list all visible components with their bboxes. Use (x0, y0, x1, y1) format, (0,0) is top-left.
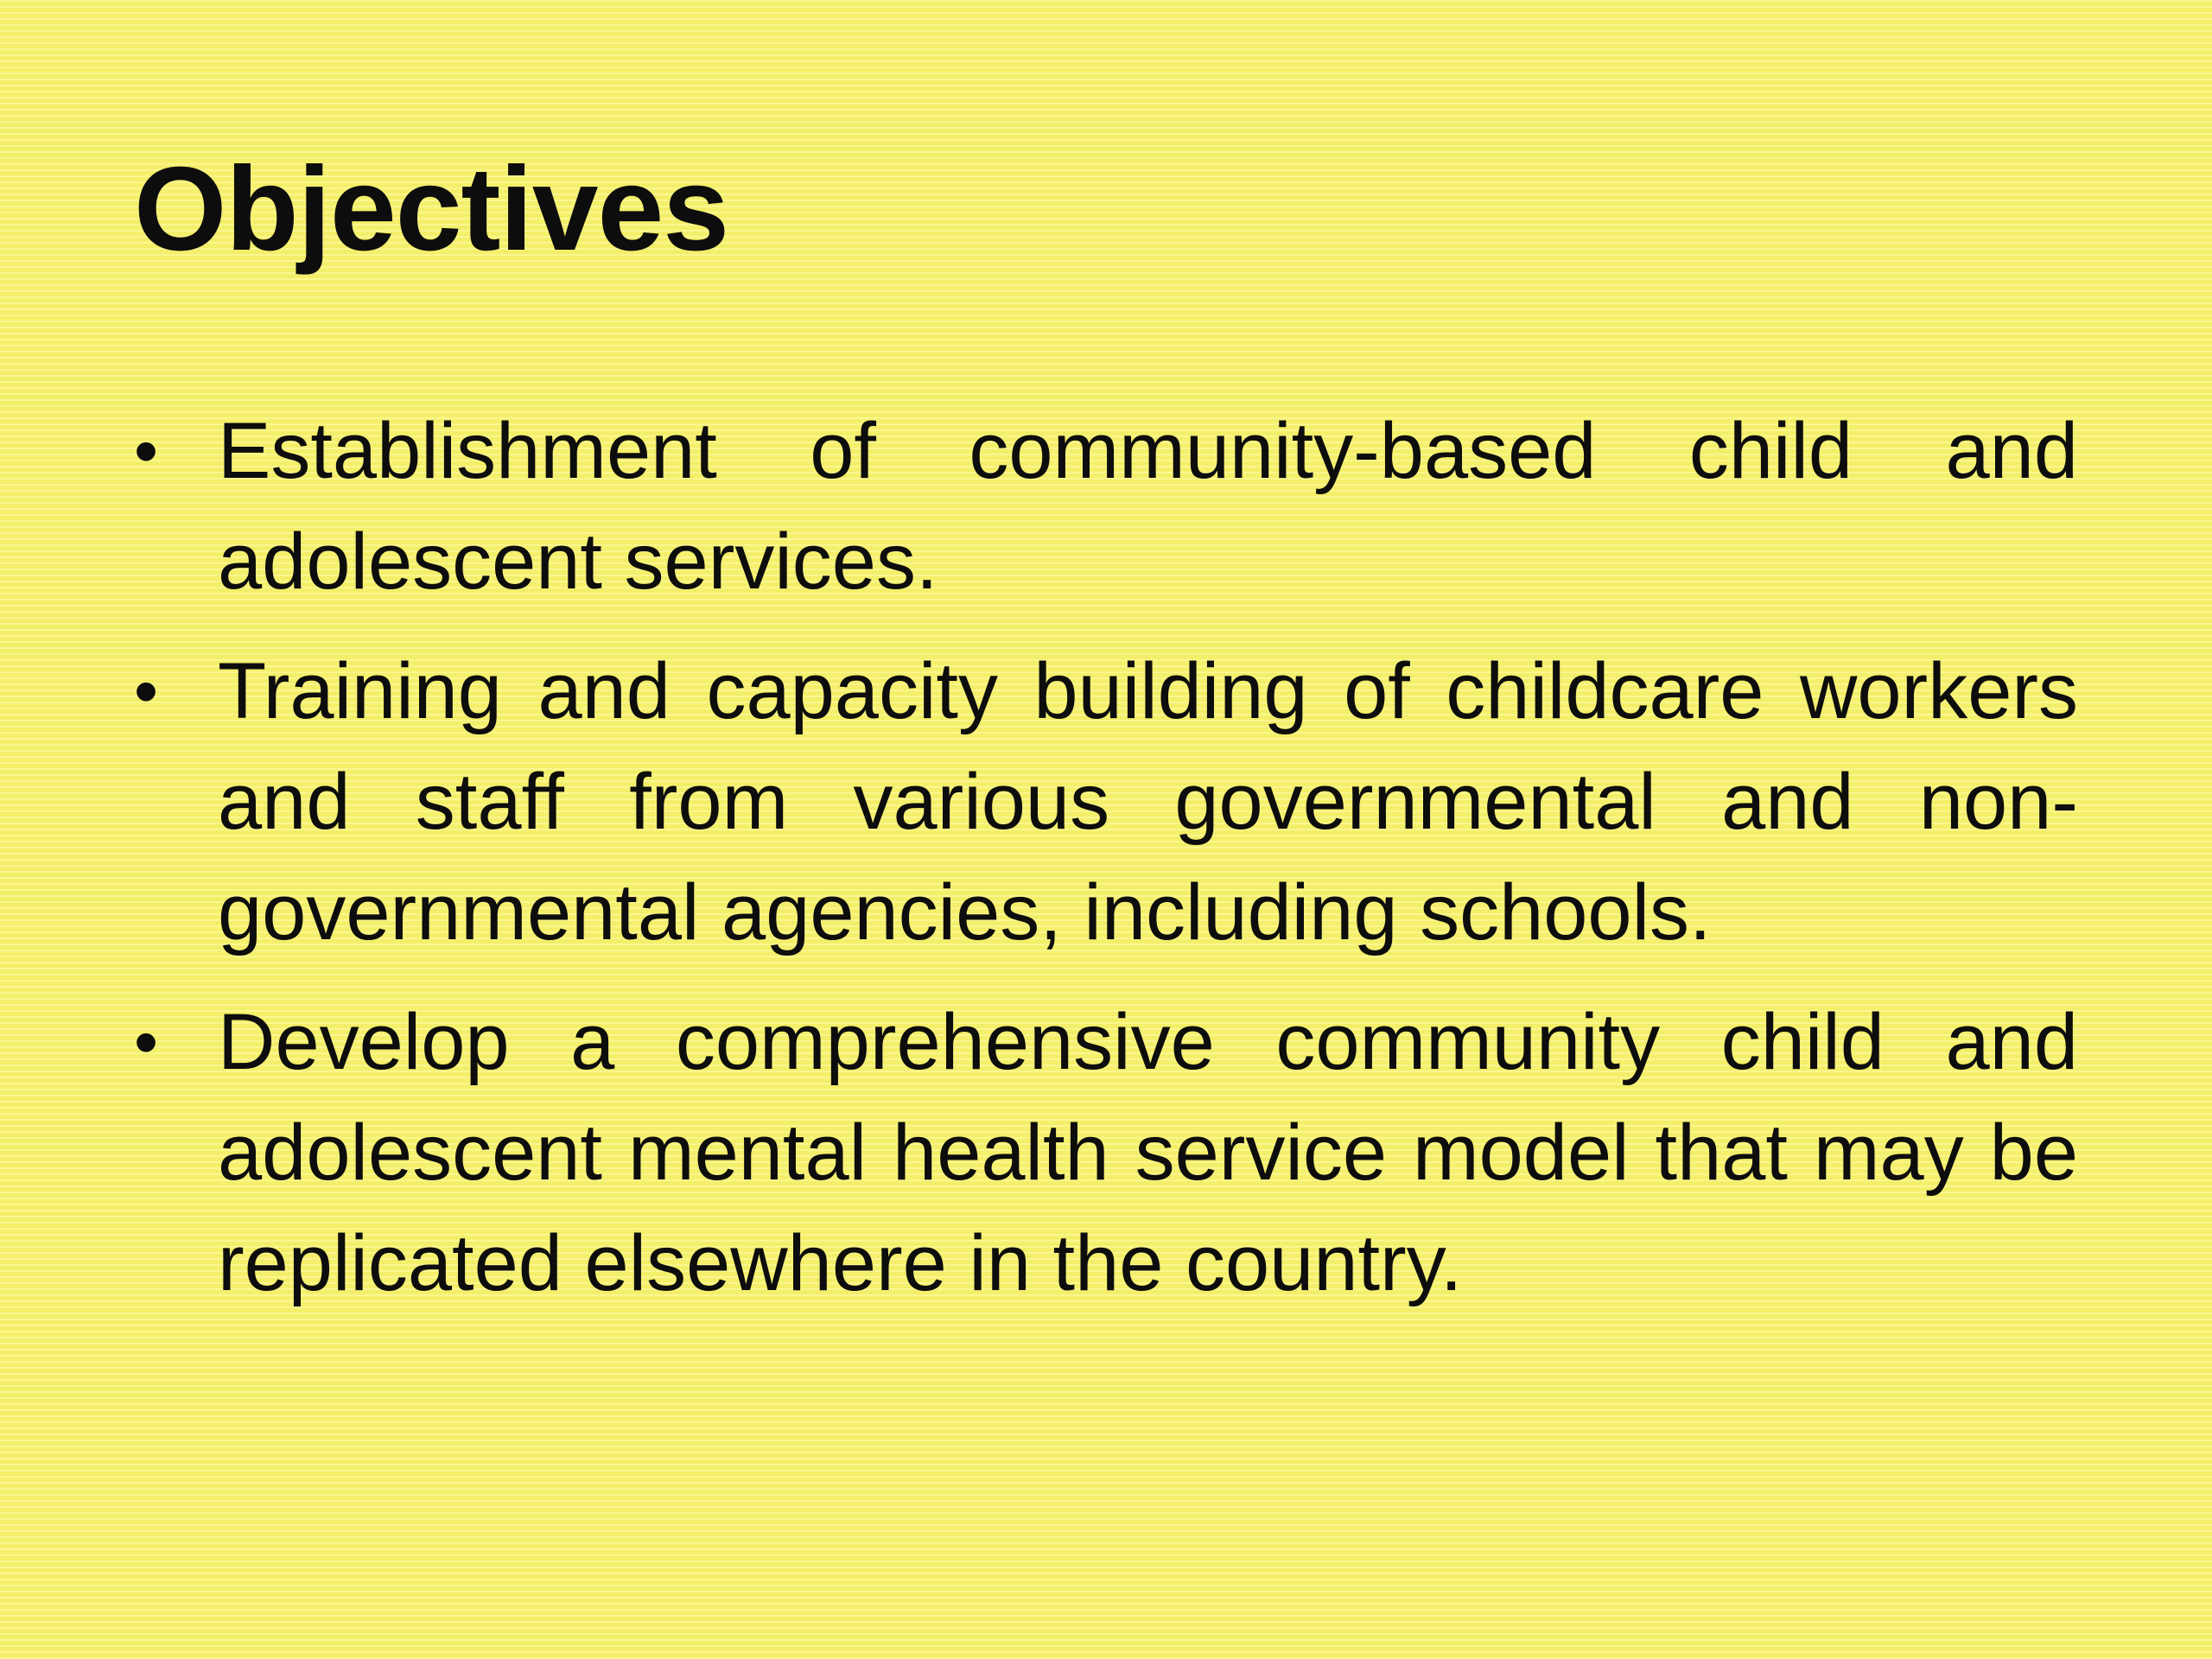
bullet-icon: • (134, 1003, 159, 1080)
bullet-text: Training and capacity building of childcare workers and staff from various governmental and non-governmental agencies, including schools. (218, 647, 2078, 957)
list-item (134, 987, 2078, 1319)
bullet-text: Develop a comprehensive community child and adolescent mental health service model that may be replicated elsewhere in the country. (218, 998, 2078, 1307)
bullet-icon: • (134, 652, 159, 729)
objectives-list (134, 396, 2078, 1338)
bullet-icon: • (134, 412, 159, 489)
list-item (134, 396, 2078, 617)
list-item (134, 636, 2078, 968)
bullet-text: Establishment of community-based child and adolescent services. (218, 407, 2078, 606)
slide-title: Objectives (134, 143, 729, 276)
